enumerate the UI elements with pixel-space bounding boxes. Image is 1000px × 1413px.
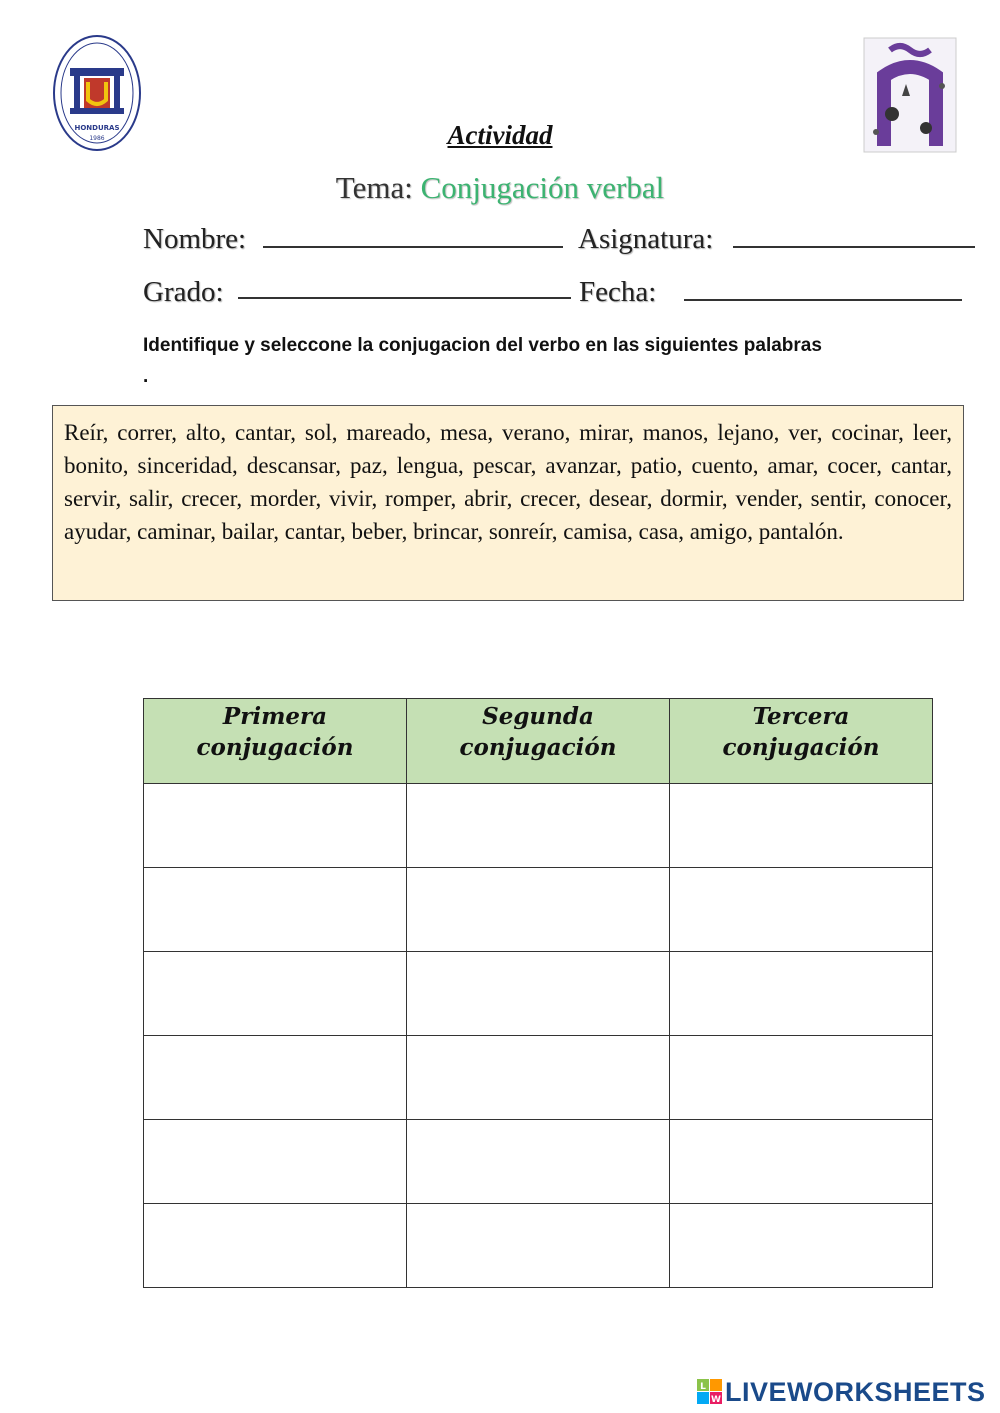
asignatura-line[interactable] xyxy=(733,246,975,248)
drop-cell-segunda[interactable] xyxy=(407,952,670,1036)
table-row xyxy=(144,868,933,952)
table-row xyxy=(144,1036,933,1120)
liveworksheets-logo-icon xyxy=(697,1379,723,1405)
logo-left-country: HONDURAS xyxy=(74,124,120,132)
instructions-text: Identifique y seleccone la conjugacion del verbo en las siguientes palabras . xyxy=(143,335,822,387)
nombre-line[interactable] xyxy=(263,246,563,248)
activity-title: Actividad xyxy=(447,120,553,150)
header-tercera-line1: Tercera xyxy=(752,703,850,730)
drop-cell-tercera[interactable] xyxy=(670,1036,933,1120)
header-primera xyxy=(144,699,407,784)
drop-cell-tercera[interactable] xyxy=(670,868,933,952)
header-segunda xyxy=(407,699,670,784)
logo-letter-l: L xyxy=(700,1382,706,1392)
grado-line[interactable] xyxy=(238,297,571,299)
header-primera-line1: Primera xyxy=(222,703,328,730)
drop-cell-tercera[interactable] xyxy=(670,1204,933,1288)
topic-label: Tema: xyxy=(335,170,413,205)
topic-value: Conjugación verbal xyxy=(420,170,665,205)
header-segunda-line1: Segunda xyxy=(482,703,594,730)
nombre-label: Nombre: xyxy=(143,223,247,255)
logo-left-year: 1986 xyxy=(89,135,105,142)
drop-cell-tercera[interactable] xyxy=(670,784,933,868)
header-segunda-line2: conjugación xyxy=(459,734,617,761)
drop-cell-primera[interactable] xyxy=(144,1120,407,1204)
fecha-label: Fecha: xyxy=(579,276,657,308)
table-row xyxy=(144,1204,933,1288)
drop-cell-primera[interactable] xyxy=(144,952,407,1036)
liveworksheets-brand xyxy=(697,1374,993,1410)
header-tercera-line2: conjugación xyxy=(722,734,880,761)
drop-cell-primera[interactable] xyxy=(144,784,407,868)
fecha-line[interactable] xyxy=(684,299,962,301)
drop-cell-primera[interactable] xyxy=(144,1036,407,1120)
drop-cell-primera[interactable] xyxy=(144,868,407,952)
drop-cell-segunda[interactable] xyxy=(407,784,670,868)
drop-cell-segunda[interactable] xyxy=(407,1120,670,1204)
header-tercera xyxy=(670,699,933,784)
drop-cell-segunda[interactable] xyxy=(407,868,670,952)
drop-cell-tercera[interactable] xyxy=(670,952,933,1036)
drop-cell-segunda[interactable] xyxy=(407,1204,670,1288)
grado-label: Grado: xyxy=(143,276,224,308)
drop-cell-primera[interactable] xyxy=(144,1204,407,1288)
drop-cell-segunda[interactable] xyxy=(407,1036,670,1120)
header-primera-line2: conjugación xyxy=(196,734,354,761)
table-header-row xyxy=(144,699,933,784)
conjugation-table xyxy=(143,698,933,1288)
logo-letter-w: W xyxy=(711,1395,721,1405)
word-bank-text: Reír, correr, alto, cantar, sol, mareado, mesa, verano, mirar, manos, lejano, ver, cocinar, leer, bonito, sinceridad, descansar, paz, lengua, pescar, avanzar, patio, cuento, amar, cocer, cantar, servir, salir, crecer, morder, vivir, romper, abrir, crecer, desear, dormir, vender, sentir, conocer, ayudar, caminar, bailar, cantar, beber, brincar, sonreír, camisa, casa, amigo, pantalón. xyxy=(64,420,952,544)
drop-cell-tercera[interactable] xyxy=(670,1120,933,1204)
table-row xyxy=(144,1120,933,1204)
asignatura-label: Asignatura: xyxy=(578,223,714,255)
table-row xyxy=(144,784,933,868)
topic-line xyxy=(0,170,1000,206)
table-row xyxy=(144,952,933,1036)
word-bank-box xyxy=(52,405,964,601)
liveworksheets-text: LIVEWORKSHEETS xyxy=(725,1376,986,1407)
